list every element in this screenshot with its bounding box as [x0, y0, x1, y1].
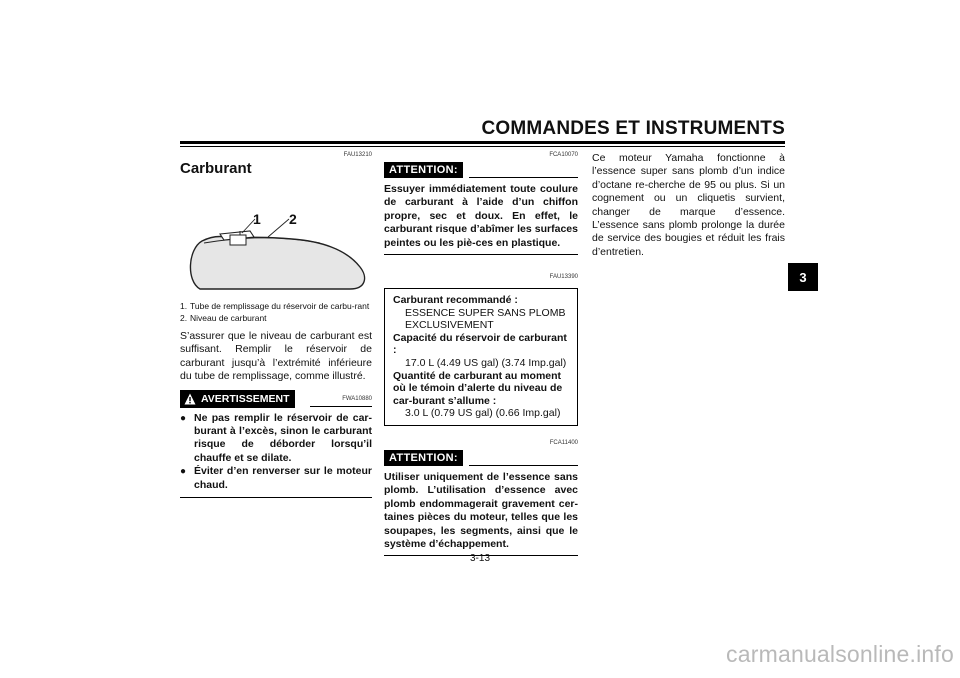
header-rule-thin: [180, 146, 785, 147]
warning-triangle-icon: [184, 393, 196, 405]
octane-info-text: Ce moteur Yamaha fonctionne à l’essence super sans plomb d’un indice d’octane re-cherche de 95 ou plus. Si un cognement ou un cliquetis survient, changer de marque d’essence. L’essence sans plomb prolonge la durée de service des bougies et réduit les frais d’entretien.: [592, 152, 785, 258]
caption-item: [180, 301, 372, 312]
attention-badge: ATTENTION:: [384, 450, 463, 466]
right-column: [592, 152, 785, 259]
bullet-icon: ●: [180, 466, 187, 478]
diagram-label-2: 2: [289, 211, 297, 227]
warning-rule-bottom: [180, 497, 372, 498]
watermark: carmanualsonline.info: [726, 641, 954, 667]
section-code: FAU13210: [343, 152, 372, 158]
fuel-instruction-text: S’assurer que le niveau de carburant est suffisant. Remplir le réservoir de carburant jusqu’à l’extrémité inférieure du tube de remplissage, comme illustré.: [180, 330, 372, 383]
page-header-title: COMMANDES ET INSTRUMENTS: [481, 118, 785, 139]
section-title: Carburant: [180, 160, 252, 177]
attention-badge: ATTENTION:: [384, 162, 463, 178]
spec-code: FAU13390: [549, 274, 578, 281]
warning-bullets: [180, 412, 372, 492]
attention-rule-bottom: [384, 254, 578, 255]
chapter-tab: 3: [788, 263, 818, 291]
caption-item: [180, 313, 372, 324]
fuel-tank-illustration: [180, 183, 372, 293]
warning-bullet: [180, 412, 372, 466]
spec-capacity-label: Capacité du réservoir de carburant :: [393, 331, 567, 357]
warning-label: AVERTISSEMENT: [201, 392, 290, 405]
attention-text: Essuyer immédiatement toute coulure de carburant à l’aide d’un chiffon propre, sec et doux. En effet, le carburant risque d’abîmer les surfaces peintes ou les piè-ces en plastique.: [384, 183, 578, 249]
spec-reserve-value: 3.0 L (0.79 US gal) (0.66 Imp.gal): [405, 407, 561, 420]
warning-bullet: [180, 465, 372, 492]
attention2-code: FCA11400: [549, 439, 578, 446]
warning-bullet-text: Ne pas remplir le réservoir de car-burant à l’excès, sinon le carburant risque de déborder lorsqu’il chauffe et se dilate.: [194, 411, 372, 464]
spec-fuel-label: Carburant recommandé :: [393, 294, 518, 307]
fuel-tank-diagram: [180, 183, 372, 293]
attention-rule-top: [469, 177, 578, 178]
warning-code: FWA10880: [342, 395, 372, 402]
spec-capacity-value: 17.0 L (4.49 US gal) (3.74 Imp.gal): [405, 357, 567, 369]
fuel-spec-box: [384, 288, 578, 426]
diagram-captions: [180, 301, 372, 324]
spec-reserve-label: Quantité de carburant au moment où le témoin d’alerte du niveau de car-burant s’allume :: [393, 369, 563, 407]
caption-text: Niveau de carburant: [190, 313, 267, 323]
attention2-rule-top: [469, 465, 578, 466]
caption-number: 2.: [180, 313, 188, 323]
header-rule: [180, 141, 785, 144]
diagram-label-1: 1: [253, 211, 261, 227]
left-column: [180, 152, 372, 498]
warning-bullet-text: Éviter d’en renverser sur le moteur chaud.: [194, 465, 372, 491]
bullet-icon: ●: [180, 412, 187, 424]
warning-block: [180, 390, 372, 498]
caption-text: Tube de remplissage du réservoir de carbu-rant: [190, 301, 370, 311]
warning-badge: [180, 390, 295, 408]
attention2-text: Utiliser uniquement de l’essence sans plomb. L’utilisation d’essence avec plomb endommagerait gravement cer-taines pièces du moteur, telles que les soupapes, les segments, ainsi que le système d’échappement.: [384, 470, 578, 550]
caption-number: 1.: [180, 301, 188, 311]
page-number: 3-13: [469, 553, 490, 564]
spec-fuel-value: ESSENCE SUPER SANS PLOMB EXCLUSIVEMENT: [405, 306, 566, 332]
attention-code: FCA10070: [549, 152, 578, 158]
middle-column: [384, 152, 578, 556]
warning-rule-top: [310, 406, 372, 407]
